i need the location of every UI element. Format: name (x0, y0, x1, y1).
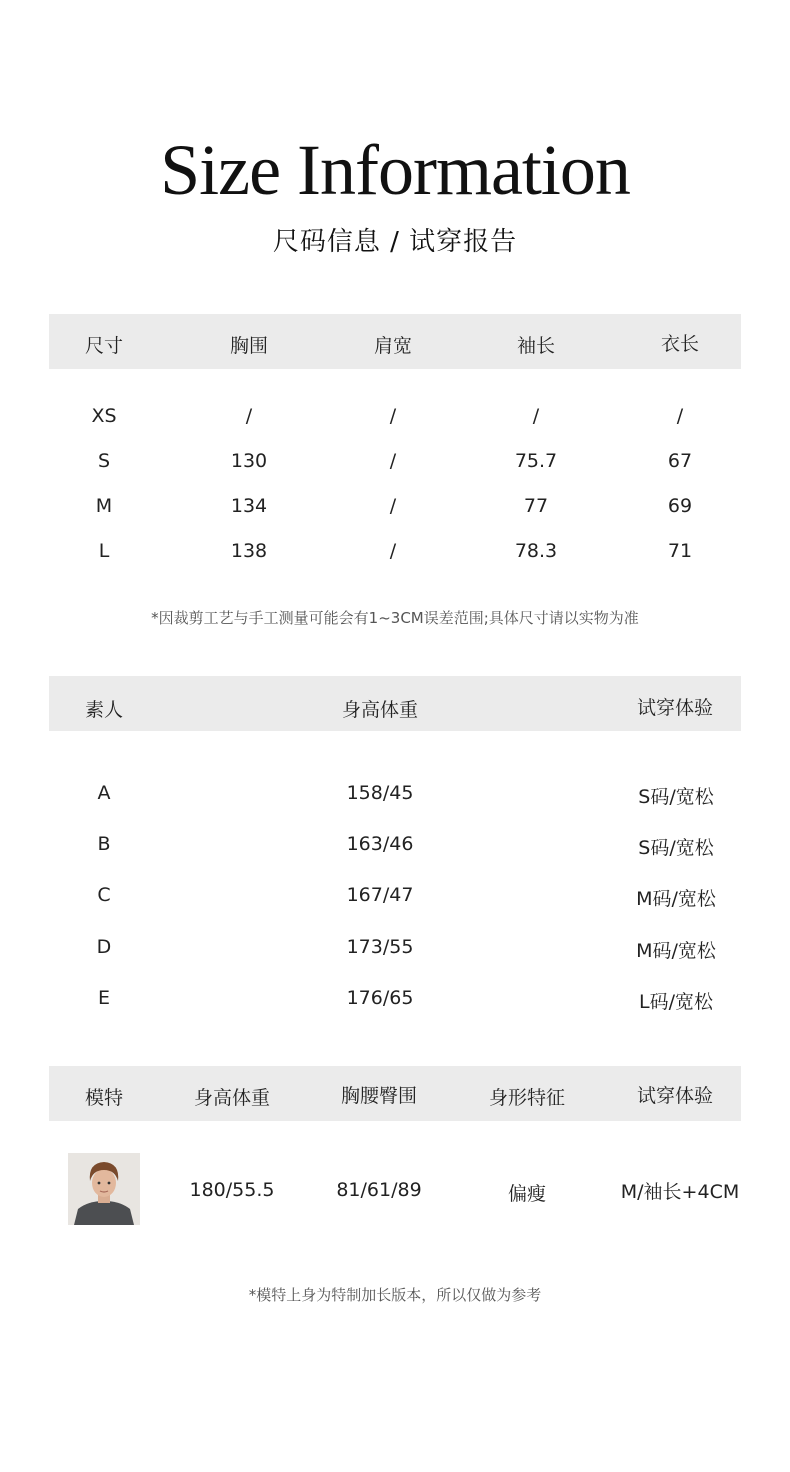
size-cell: M (95, 495, 113, 517)
model-table-header (49, 1066, 741, 1121)
person-cell: B (97, 833, 111, 855)
sleeve-cell: 77 (523, 495, 549, 517)
size-header-shoulder: 肩宽 (373, 335, 412, 357)
length-cell: 69 (667, 495, 693, 517)
size-header-size: 尺寸 (84, 335, 123, 357)
trial-header-height-weight: 身高体重 (341, 699, 418, 721)
height-weight-cell: 158/45 (346, 782, 414, 804)
model-header-height-weight: 身高体重 (193, 1087, 270, 1109)
chest-cell: 130 (230, 450, 268, 472)
model-height-weight-cell: 180/55.5 (189, 1179, 275, 1201)
person-cell: A (97, 782, 111, 804)
height-weight-cell: 163/46 (346, 833, 414, 855)
model-experience-cell: M/袖长+4CM (620, 1181, 740, 1203)
chest-cell: 138 (230, 540, 268, 562)
person-cell: D (96, 936, 112, 958)
model-header-body-type: 身形特征 (488, 1087, 565, 1109)
height-weight-cell: 167/47 (346, 884, 414, 906)
model-note: *模特上身为特制加长版本，所以仅做为参考 (248, 1286, 542, 1304)
sleeve-cell: 75.7 (514, 450, 558, 472)
model-header-model: 模特 (84, 1087, 123, 1109)
size-cell: S (97, 450, 111, 472)
experience-cell: S码/宽松 (638, 786, 714, 808)
length-cell: 71 (667, 540, 693, 562)
height-weight-cell: 176/65 (346, 987, 414, 1009)
length-cell: 67 (667, 450, 693, 472)
page-title: Size Information (160, 130, 630, 210)
size-note: *因裁剪工艺与手工测量可能会有1~3CM误差范围;具体尺寸请以实物为准 (151, 609, 639, 627)
shoulder-cell: / (389, 495, 397, 517)
sleeve-cell: / (532, 405, 540, 427)
size-cell: XS (91, 405, 117, 427)
model-measurements-cell: 81/61/89 (336, 1179, 422, 1201)
shoulder-cell: / (389, 540, 397, 562)
shoulder-cell: / (389, 450, 397, 472)
model-header-measurements: 胸腰臀围 (340, 1085, 417, 1107)
person-cell: C (97, 884, 111, 906)
experience-cell: M码/宽松 (636, 888, 716, 910)
sleeve-cell: 78.3 (514, 540, 558, 562)
size-header-chest: 胸围 (229, 335, 268, 357)
model-body-type-cell: 偏瘦 (507, 1183, 546, 1205)
size-header-sleeve: 袖长 (516, 335, 555, 357)
page-subtitle: 尺码信息 / 试穿报告 (272, 227, 518, 257)
length-cell: / (676, 405, 684, 427)
shoulder-cell: / (389, 405, 397, 427)
chest-cell: 134 (230, 495, 268, 517)
experience-cell: M码/宽松 (636, 940, 716, 962)
size-cell: L (98, 540, 110, 562)
chest-cell: / (245, 405, 253, 427)
experience-cell: S码/宽松 (638, 837, 714, 859)
trial-table-header (49, 676, 741, 731)
height-weight-cell: 173/55 (346, 936, 414, 958)
size-table-header (49, 314, 741, 369)
size-header-length: 衣长 (660, 333, 699, 355)
trial-header-person: 素人 (84, 699, 123, 721)
model-header-experience: 试穿体验 (636, 1085, 713, 1107)
trial-header-experience: 试穿体验 (636, 697, 713, 719)
experience-cell: L码/宽松 (639, 991, 713, 1013)
model-photo (68, 1153, 140, 1225)
person-cell: E (97, 987, 110, 1009)
